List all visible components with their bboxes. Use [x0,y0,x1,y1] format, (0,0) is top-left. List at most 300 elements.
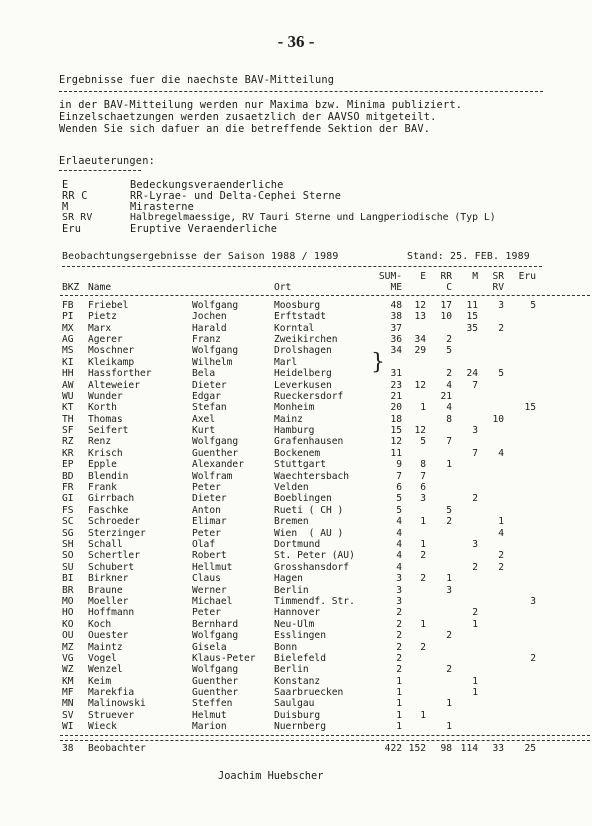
table-row [60,380,590,391]
cell-ort: Neu-Ulm [274,618,315,630]
total-m: 114 [460,742,478,754]
cell-first: Harald [192,322,227,334]
legend-abbr: SR RV [62,212,93,223]
cell-first: Wolfgang [192,299,239,311]
cell-first: Guenther [192,447,239,459]
cell-e: 29 [414,345,426,357]
cell-first: Dieter [192,379,227,391]
cell-name: Sterzinger [88,527,146,539]
season-rule [62,266,542,267]
cell-first: Olaf [192,538,216,550]
cell-ort: Saulgau [274,698,315,710]
cell-ort: Bielefeld [274,652,326,664]
legend-abbr: M [62,201,69,213]
table-row [60,391,590,402]
legend-abbr: RR C [62,190,88,202]
cell-ort: Heidelberg [274,368,332,380]
cell-e: 8 [420,459,426,471]
cell-rr: 21 [440,390,452,402]
cell-first: Elimar [192,516,227,528]
cell-m: 2 [472,561,478,573]
cell-first: Steffen [192,698,233,710]
cell-sum: 11 [390,447,402,459]
cell-ort: Grosshansdorf [274,561,350,573]
cell-sr: 1 [498,516,504,528]
cell-name: Girrbach [88,493,135,505]
cell-ort: Bonn [274,641,298,653]
cell-name: Pietz [88,311,117,323]
cell-sum: 36 [390,333,402,345]
cell-sum: 38 [390,311,402,323]
cell-e: 5 [420,436,426,448]
cell-name: Maintz [88,641,123,653]
cell-name: Marx [88,322,112,334]
cell-first: Claus [192,573,221,585]
table-row [60,300,590,311]
cell-ort: Mainz [274,413,303,425]
cell-ort: Esslingen [274,630,326,642]
cell-rr: 2 [446,664,452,676]
cell-e: 6 [420,482,426,494]
cell-ort: Drolshagen [274,345,332,357]
cell-e: 7 [420,470,426,482]
table-row [60,516,590,527]
cell-first: Bela [192,368,216,380]
cell-name: Ouester [88,630,129,642]
cell-id: VG [62,652,74,664]
cell-name: Marekfia [88,687,135,699]
table-row [60,687,590,698]
stand-line: Stand: 25. FEB. 1989 [407,251,530,262]
cell-name: Hassforther [88,368,152,380]
table-row [60,562,590,573]
cell-name: Faschke [88,504,129,516]
table-body [60,300,590,733]
cell-id: HO [62,607,74,619]
cell-ort: Berlin [274,664,309,676]
cell-id: EP [62,459,74,471]
table-row [60,425,590,436]
intro-line-3: Wenden Sie sich dafuer an die betreffende Sektion der BAV. [59,123,431,135]
col-header-name: Name [88,282,112,294]
table-row [60,368,590,379]
cell-id: MS [62,345,74,357]
cell-id: SF [62,425,74,437]
table-row [60,607,590,618]
cell-m: 7 [472,447,478,459]
cell-id: SV [62,709,74,721]
cell-sr: 4 [498,447,504,459]
table-row [60,585,590,596]
table-row [60,471,590,482]
cell-name: Seifert [88,425,129,437]
cell-id: WI [62,721,74,733]
table-row [60,357,590,368]
cell-first: Dieter [192,493,227,505]
cell-sum: 5 [396,493,402,505]
table-row [60,653,590,664]
cell-sum: 37 [390,322,402,334]
cell-id: BR [62,584,74,596]
cell-id: KR [62,447,74,459]
season-line: Beobachtungsergebnisse der Saison 1988 / 1989 [62,251,339,262]
cell-sum: 18 [390,413,402,425]
cell-id: MZ [62,641,74,653]
cell-sum: 4 [396,538,402,550]
cell-rr: 1 [446,573,452,585]
table-row [60,550,590,561]
cell-name: Koch [88,618,112,630]
cell-id: SO [62,550,74,562]
cell-sum: 31 [390,368,402,380]
legend-abbr: Eru [62,223,82,235]
table-row [60,642,590,653]
cell-id: FS [62,504,74,516]
col-header-e: E [420,271,426,282]
total-sum: 422 [384,742,402,754]
col-header-sum: SUM- [378,271,402,282]
cell-first: Guenther [192,687,239,699]
col-header-sr-2: RV [492,282,504,294]
cell-sr: 3 [498,299,504,311]
cell-rr: 7 [446,436,452,448]
cell-sr: 2 [498,550,504,562]
table-row [60,448,590,459]
cell-first: Alexander [192,459,244,471]
cell-ort: Zweikirchen [274,333,338,345]
cell-sum: 20 [390,402,402,414]
cell-rr: 2 [446,368,452,380]
col-header-id: BKZ [62,282,80,294]
table-row [60,710,590,721]
cell-id: PI [62,311,74,323]
table-row [60,345,590,356]
table-row [60,528,590,539]
cell-eru: 15 [524,402,536,414]
cell-ort: Hamburg [274,425,315,437]
cell-id: GI [62,493,74,505]
cell-ort: Marl [274,356,298,368]
cell-sum: 7 [396,470,402,482]
cell-m: 35 [466,322,478,334]
cell-sum: 3 [396,573,402,585]
cell-id: SH [62,538,74,550]
total-eru: 25 [524,742,536,754]
cell-id: FB [62,299,74,311]
col-header-rr: RR [440,271,452,282]
table-row [60,721,590,732]
legend-text: Halbregelmaessige, RV Tauri Sterne und Langperiodische (Typ L) [130,212,496,223]
cell-name: Hoffmann [88,607,135,619]
cell-id: WU [62,390,74,402]
cell-id: MN [62,698,74,710]
cell-sum: 48 [390,299,402,311]
cell-rr: 1 [446,459,452,471]
cell-id: RZ [62,436,74,448]
cell-first: Hellmut [192,561,233,573]
cell-sum: 4 [396,516,402,528]
total-count: 38 [62,742,74,754]
cell-ort: Leverkusen [274,379,332,391]
cell-ort: Nuernberg [274,721,326,733]
cell-first: Axel [192,413,216,425]
cell-sum: 1 [396,698,402,710]
cell-ort: Monheim [274,402,315,414]
cell-m: 11 [466,299,478,311]
cell-m: 1 [472,675,478,687]
cell-id: KT [62,402,74,414]
cell-eru: 2 [530,652,536,664]
table-row [60,596,590,607]
cell-id: SU [62,561,74,573]
cell-e: 1 [420,618,426,630]
cell-m: 15 [466,311,478,323]
total-row [60,743,590,754]
cell-e: 1 [420,538,426,550]
cell-e: 12 [414,425,426,437]
cell-ort: St. Peter (AU) [274,550,355,562]
cell-first: Edgar [192,390,221,402]
cell-first: Klaus-Peter [192,652,256,664]
cell-id: OU [62,630,74,642]
cell-m: 7 [472,379,478,391]
cell-name: Alteweier [88,379,140,391]
cell-sr: 2 [498,561,504,573]
cell-e: 12 [414,299,426,311]
table-row [60,402,590,413]
cell-name: Schall [88,538,123,550]
total-sr: 33 [492,742,504,754]
cell-first: Wilhelm [192,356,233,368]
cell-name: Frank [88,482,117,494]
table-row [60,676,590,687]
cell-first: Peter [192,527,221,539]
col-header-ort: Ort [274,282,292,294]
cell-ort: Boeblingen [274,493,332,505]
cell-ort: Moosburg [274,299,321,311]
cell-rr: 10 [440,311,452,323]
cell-name: Schubert [88,561,135,573]
col-header-sr: SR [492,271,504,282]
cell-sum: 1 [396,709,402,721]
cell-first: Anton [192,504,221,516]
total-label: Beobachter [88,742,146,754]
cell-first: Guenther [192,675,239,687]
cell-first: Robert [192,550,227,562]
section-heading: Ergebnisse fuer die naechste BAV-Mitteilung [59,74,335,86]
table-header-bottom [60,282,590,293]
cell-sum: 34 [390,345,402,357]
intro-line-1: in der BAV-Mitteilung werden nur Maxima bzw. Minima publiziert. [59,99,463,111]
cell-first: Jochen [192,311,227,323]
cell-m: 3 [472,538,478,550]
cell-sum: 4 [396,550,402,562]
cell-ort: Erftstadt [274,311,326,323]
cell-name: Schroeder [88,516,140,528]
cell-first: Wolfgang [192,630,239,642]
table-row [60,323,590,334]
legend-text: Eruptive Veraenderliche [130,223,278,235]
cell-name: Kleikamp [88,356,135,368]
cell-e: 2 [420,641,426,653]
cell-rr: 5 [446,504,452,516]
cell-m: 2 [472,493,478,505]
cell-id: AW [62,379,74,391]
cell-e: 1 [420,516,426,528]
cell-id: AG [62,333,74,345]
cell-rr: 3 [446,584,452,596]
cell-first: Wolfram [192,470,233,482]
cell-sum: 15 [390,425,402,437]
col-header-rr-2: C [446,282,452,294]
table-row [60,311,590,322]
legend-text: Bedeckungsveraenderliche [130,179,284,191]
shared-entry-brace: } [371,350,385,375]
cell-sum: 6 [396,482,402,494]
cell-sr: 5 [498,368,504,380]
cell-ort: Grafenhausen [274,436,344,448]
cell-ort: Rueckersdorf [274,390,344,402]
cell-id: FR [62,482,74,494]
cell-id: KI [62,356,74,368]
cell-id: MO [62,595,74,607]
cell-first: Bernhard [192,618,239,630]
cell-name: Renz [88,436,112,448]
cell-first: Gisela [192,641,227,653]
table-row [60,664,590,675]
cell-name: Struever [88,709,135,721]
cell-ort: Hannover [274,607,321,619]
cell-id: KO [62,618,74,630]
cell-first: Peter [192,607,221,619]
cell-id: MX [62,322,74,334]
cell-sum: 1 [396,675,402,687]
cell-name: Epple [88,459,117,471]
cell-sum: 21 [390,390,402,402]
signature: Joachim Huebscher [218,770,324,782]
cell-sum: 12 [390,436,402,448]
cell-sum: 23 [390,379,402,391]
cell-ort: Duisburg [274,709,321,721]
legend-abbr: E [62,179,69,191]
cell-m: 2 [472,607,478,619]
legend-title: Erlaeuterungen: [59,155,155,167]
table-row [60,539,590,550]
cell-name: Blendin [88,470,129,482]
cell-name: Wieck [88,721,117,733]
legend-text: Mirasterne [130,201,194,213]
table-header-top [60,271,590,282]
cell-sr: 2 [498,322,504,334]
cell-first: Franz [192,333,221,345]
cell-first: Helmut [192,709,227,721]
heading-rule [59,91,543,92]
cell-sum: 3 [396,595,402,607]
cell-m: 24 [466,368,478,380]
cell-name: Thomas [88,413,123,425]
cell-e: 3 [420,493,426,505]
cell-rr: 4 [446,402,452,414]
cell-name: Wenzel [88,664,123,676]
cell-ort: Bockenem [274,447,321,459]
cell-name: Birkner [88,573,129,585]
cell-id: WZ [62,664,74,676]
cell-id: HH [62,368,74,380]
cell-sum: 2 [396,630,402,642]
cell-ort: Konstanz [274,675,321,687]
cell-ort: Saarbruecken [274,687,344,699]
cell-ort: Waechtersbach [274,470,350,482]
cell-name: Krisch [88,447,123,459]
table-row [60,414,590,425]
cell-sum: 3 [396,584,402,596]
page-number: - 36 - [277,32,315,51]
cell-eru: 5 [530,299,536,311]
table-row [60,505,590,516]
cell-e: 34 [414,333,426,345]
table-row [60,482,590,493]
cell-id: MF [62,687,74,699]
cell-ort: Berlin [274,584,309,596]
cell-eru: 3 [530,595,536,607]
cell-first: Wolfgang [192,436,239,448]
cell-e: 1 [420,402,426,414]
cell-first: Werner [192,584,227,596]
cell-ort: Hagen [274,573,303,585]
cell-sum: 9 [396,459,402,471]
cell-e: 1 [420,709,426,721]
cell-rr: 2 [446,333,452,345]
cell-m: 1 [472,618,478,630]
cell-ort: Rueti ( CH ) [274,504,344,516]
cell-ort: Velden [274,482,309,494]
cell-first: Wolfgang [192,345,239,357]
cell-m: 3 [472,425,478,437]
cell-name: Moeller [88,595,129,607]
cell-sum: 2 [396,641,402,653]
total-rr: 98 [440,742,452,754]
cell-sr: 4 [498,527,504,539]
cell-id: BI [62,573,74,585]
cell-first: Michael [192,595,233,607]
cell-e: 13 [414,311,426,323]
table-row [60,493,590,504]
cell-name: Wunder [88,390,123,402]
cell-id: TH [62,413,74,425]
cell-e: 12 [414,379,426,391]
cell-rr: 1 [446,721,452,733]
cell-ort: Stuttgart [274,459,326,471]
col-header-sum-2: ME [390,282,402,294]
intro-line-2: Einzelschaetzungen werden zusaetzlich der AAVSO mitgeteilt. [59,111,437,123]
cell-rr: 2 [446,630,452,642]
table-row [60,698,590,709]
cell-e: 2 [420,550,426,562]
cell-sum: 2 [396,607,402,619]
cell-sum: 4 [396,527,402,539]
cell-name: Malinowski [88,698,146,710]
cell-name: Schertler [88,550,140,562]
cell-first: Peter [192,482,221,494]
cell-id: KM [62,675,74,687]
total-e: 152 [408,742,426,754]
cell-e: 2 [420,573,426,585]
cell-sum: 1 [396,687,402,699]
cell-sum: 4 [396,561,402,573]
cell-ort: Bremen [274,516,309,528]
legend-text: RR-Lyrae- und Delta-Cephei Sterne [130,190,342,202]
results-table [60,271,590,754]
